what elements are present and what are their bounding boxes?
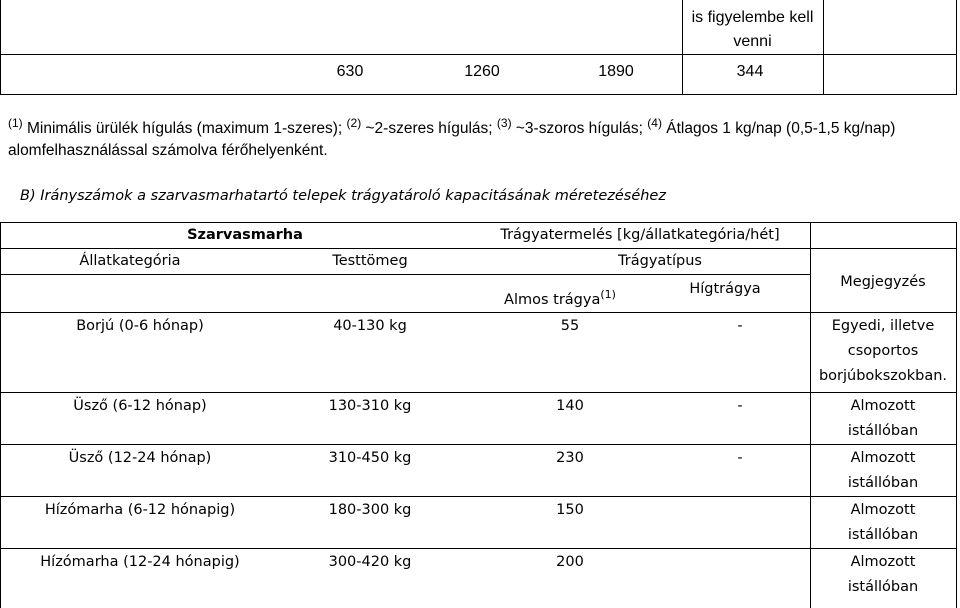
manure-table	[0, 222, 960, 608]
note-line: istállóban	[847, 475, 919, 491]
cell-litter: 140	[556, 398, 584, 414]
value-cell: 1890	[598, 63, 634, 80]
cell-note	[810, 498, 956, 548]
cell-liquid: -	[737, 318, 743, 334]
cell-weight: 40-130 kg	[333, 318, 407, 334]
footnote-text: ~2-szeres hígulás;	[361, 120, 497, 137]
note-line: Almozott	[850, 398, 916, 414]
table-border	[0, 94, 957, 95]
table-border	[0, 312, 957, 313]
cell-category: Üsző (6-12 hónap)	[73, 398, 207, 414]
table-border	[823, 0, 824, 95]
top-table-fragment	[0, 0, 960, 95]
cell-note	[810, 394, 956, 444]
table-border	[0, 392, 957, 393]
col-weight-header: Testtömeg	[332, 253, 408, 269]
table-border	[956, 222, 957, 608]
value-cell: 1260	[464, 63, 500, 80]
section-title: B) Irányszámok a szarvasmarhatartó telepek trágyatároló kapacitásának méretezéséhez	[20, 188, 666, 204]
cell-category: Hízómarha (12-24 hónapig)	[40, 554, 240, 570]
note-line: istállóban	[847, 527, 919, 543]
table-border	[0, 54, 957, 55]
note-line: istállóban	[847, 579, 919, 595]
value-cell: 630	[336, 63, 364, 80]
cell-note	[810, 550, 956, 600]
col-litter-header	[485, 282, 635, 313]
cell-weight: 130-310 kg	[328, 398, 412, 414]
table-border	[0, 0, 1, 95]
cell-note	[810, 314, 956, 389]
cell-litter: 150	[556, 502, 584, 518]
footnote-marker: (1)	[600, 288, 616, 301]
table-border	[0, 496, 957, 497]
cell-category: Üsző (12-24 hónap)	[68, 450, 212, 466]
col-liquid-header: Hígtrágya	[689, 281, 761, 297]
table-border	[0, 222, 1, 608]
cell-weight: 180-300 kg	[328, 502, 412, 518]
footnote	[8, 112, 953, 162]
note-line: venni	[733, 33, 772, 50]
table-border	[0, 548, 957, 549]
footnote-marker: (1)	[8, 116, 23, 130]
footnote-line-1	[8, 112, 953, 140]
note-line: borjúbokszokban.	[818, 368, 948, 384]
table-border	[0, 274, 810, 275]
note-line: istállóban	[847, 423, 919, 439]
cell-weight: 300-420 kg	[328, 554, 412, 570]
col-category-header: Állatkategória	[79, 253, 181, 269]
cell-category: Borjú (0-6 hónap)	[76, 318, 204, 334]
cell-category: Hízómarha (6-12 hónapig)	[44, 502, 236, 518]
cell-liquid: -	[737, 398, 743, 414]
cell-litter: 200	[556, 554, 584, 570]
col-type-header: Trágyatípus	[618, 253, 702, 269]
cell-litter: 55	[560, 318, 580, 334]
col-litter-label: Almos trágya	[504, 292, 601, 308]
value-cell: 344	[736, 63, 764, 80]
table-border	[956, 0, 957, 95]
note-line: Almozott	[850, 502, 916, 518]
cell-liquid: -	[737, 450, 743, 466]
footnote-text: ~3-szoros hígulás;	[511, 120, 648, 137]
footnote-line-2: alomfelhasználással számolva férőhelyenként.	[8, 142, 328, 159]
header-group-label: Szarvasmarha	[187, 227, 303, 243]
note-cell	[682, 6, 823, 54]
cell-litter: 230	[556, 450, 584, 466]
cell-weight: 310-450 kg	[328, 450, 412, 466]
footnote-marker: (3)	[496, 116, 512, 130]
note-line: csoportos	[847, 343, 919, 359]
footnote-text: Átlagos 1 kg/nap (0,5-1,5 kg/nap)	[661, 120, 896, 137]
note-line: Almozott	[850, 450, 916, 466]
footnote-marker: (4)	[647, 116, 662, 130]
col-note-header: Megjegyzés	[840, 274, 926, 290]
footnote-marker: (2)	[346, 116, 362, 130]
table-border	[0, 444, 957, 445]
cell-note	[810, 446, 956, 496]
footnote-text: Minimális ürülék hígulás (maximum 1-szeres);	[22, 120, 347, 137]
note-line: Almozott	[850, 554, 916, 570]
note-line: Egyedi, illetve	[831, 318, 935, 334]
header-production-label: Trágyatermelés [kg/állatkategória/hét]	[500, 227, 780, 243]
note-line: is figyelembe kell	[691, 9, 814, 26]
